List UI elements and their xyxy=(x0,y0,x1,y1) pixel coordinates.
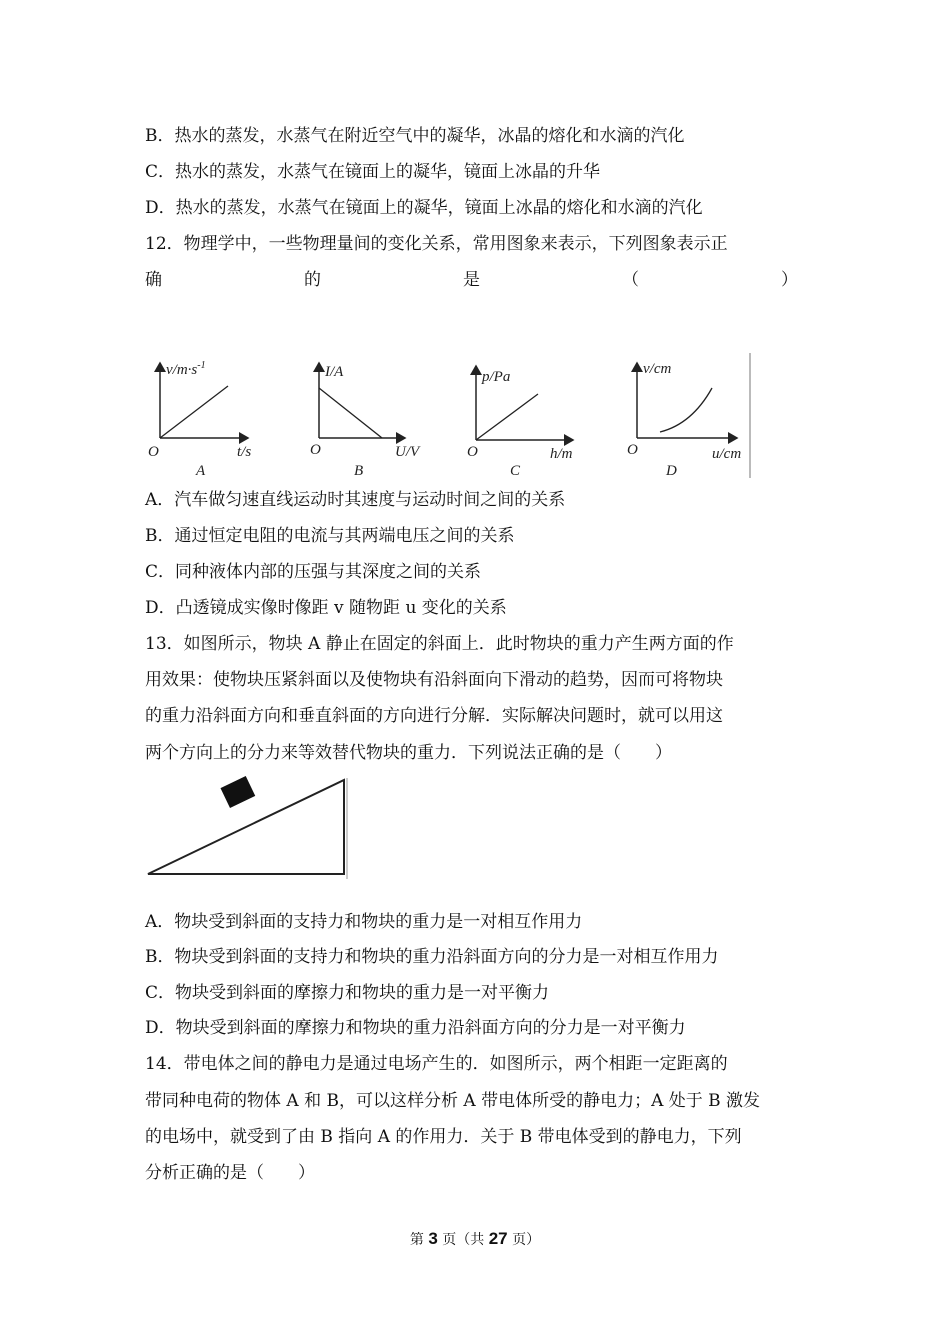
q12-stem-word: 是 xyxy=(463,270,480,290)
q11-option-d: D．热水的蒸发，水蒸气在镜面上的凝华，镜面上冰晶的熔化和水滴的汽化 xyxy=(145,198,703,218)
footer-total-pages: 27 xyxy=(488,1229,508,1248)
graph-d-y-label: v/cm xyxy=(643,361,672,377)
graph-b-origin: O xyxy=(310,442,321,458)
graph-d-curve xyxy=(660,388,712,432)
incline-figure xyxy=(140,775,355,883)
q12-option-a: A．汽车做匀速直线运动时其速度与运动时间之间的关系 xyxy=(145,490,566,510)
q12-stem-line1: 12．物理学中，一些物理量间的变化关系，常用图象来表示，下列图象表示正 xyxy=(145,234,728,254)
graph-a-origin: O xyxy=(148,444,159,460)
q12-option-c: C．同种液体内部的压强与其深度之间的关系 xyxy=(145,562,482,582)
graph-b xyxy=(310,363,421,479)
q13-option-a: A．物块受到斜面的支持力和物块的重力是一对相互作用力 xyxy=(145,912,583,932)
q14-stem-line2: 带同种电荷的物体 A 和 B，可以这样分析 A 带电体所受的静电力；A 处于 B 激发 xyxy=(145,1091,761,1111)
graph-c-origin: O xyxy=(467,444,478,460)
graph-d xyxy=(627,361,741,479)
q12-stem-word: 的 xyxy=(304,270,321,290)
q12-stem-word: ） xyxy=(781,270,798,290)
footer-suffix: 页） xyxy=(507,1232,541,1248)
q13-stem-line2: 用效果：使物块压紧斜面以及使物块有沿斜面向下滑动的趋势，因而可将物块 xyxy=(145,670,723,690)
graph-c-y-label: p/Pa xyxy=(482,369,511,385)
graph-b-y-label: I/A xyxy=(325,364,344,380)
q12-graphs-figure xyxy=(140,348,760,483)
q13-stem-line3: 的重力沿斜面方向和垂直斜面的方向进行分解．实际解决问题时，就可以用这 xyxy=(145,706,723,726)
footer-prefix: 第 xyxy=(409,1232,429,1248)
q12-option-d: D．凸透镜成实像时像距 v 随物距 u 变化的关系 xyxy=(145,598,507,618)
q13-option-d: D．物块受到斜面的摩擦力和物块的重力沿斜面方向的分力是一对平衡力 xyxy=(145,1018,686,1038)
graph-b-curve xyxy=(319,388,382,438)
q13-stem-line1: 13．如图所示，物块 A 静止在固定的斜面上．此时物块的重力产生两方面的作 xyxy=(145,634,734,654)
graph-c-curve xyxy=(476,394,538,440)
graph-b-letter: B xyxy=(354,463,364,479)
page-footer xyxy=(0,1229,950,1249)
graph-c-x-label: h/m xyxy=(550,446,573,462)
q14-stem-line1: 14．带电体之间的静电力是通过电场产生的．如图所示，两个相距一定距离的 xyxy=(145,1054,728,1074)
q12-option-b: B．通过恒定电阻的电流与其两端电压之间的关系 xyxy=(145,526,515,546)
q12-stem-line2 xyxy=(145,269,798,291)
q14-stem-line4: 分析正确的是（ ） xyxy=(145,1163,315,1183)
q13-option-c: C．物块受到斜面的摩擦力和物块的重力是一对平衡力 xyxy=(145,983,550,1003)
q12-stem-word: （ xyxy=(622,270,639,290)
graph-a xyxy=(148,360,251,479)
footer-page-number: 3 xyxy=(428,1229,438,1248)
q13-option-b: B．物块受到斜面的支持力和物块的重力沿斜面方向的分力是一对相互作用力 xyxy=(145,947,719,967)
q13-stem-line4: 两个方向上的分力来等效替代物块的重力．下列说法正确的是（ ） xyxy=(145,743,672,763)
graph-c-letter: C xyxy=(510,463,521,479)
graph-a-y-label: $v/m\cdot s^{-1}$ xyxy=(166,360,206,378)
q11-option-c: C．热水的蒸发，水蒸气在镜面上的凝华，镜面上冰晶的升华 xyxy=(145,162,601,182)
graph-d-x-label: u/cm xyxy=(712,446,742,462)
graph-a-x-label: t/s xyxy=(237,444,252,460)
graph-d-origin: O xyxy=(627,442,638,458)
q11-option-b: B．热水的蒸发，水蒸气在附近空气中的凝华，冰晶的熔化和水滴的汽化 xyxy=(145,126,685,146)
graph-d-letter: D xyxy=(666,463,677,479)
q14-stem-line3: 的电场中，就受到了由 B 指向 A 的作用力．关于 B 带电体受到的静电力，下列 xyxy=(145,1127,742,1147)
graph-b-x-label: U/V xyxy=(395,444,420,460)
graph-a-curve xyxy=(160,386,228,438)
block-a xyxy=(220,776,255,808)
footer-middle: 页（共 xyxy=(437,1232,489,1248)
graph-a-letter: A xyxy=(196,463,206,479)
graph-c xyxy=(467,366,573,479)
q12-stem-word: 确 xyxy=(145,270,162,290)
